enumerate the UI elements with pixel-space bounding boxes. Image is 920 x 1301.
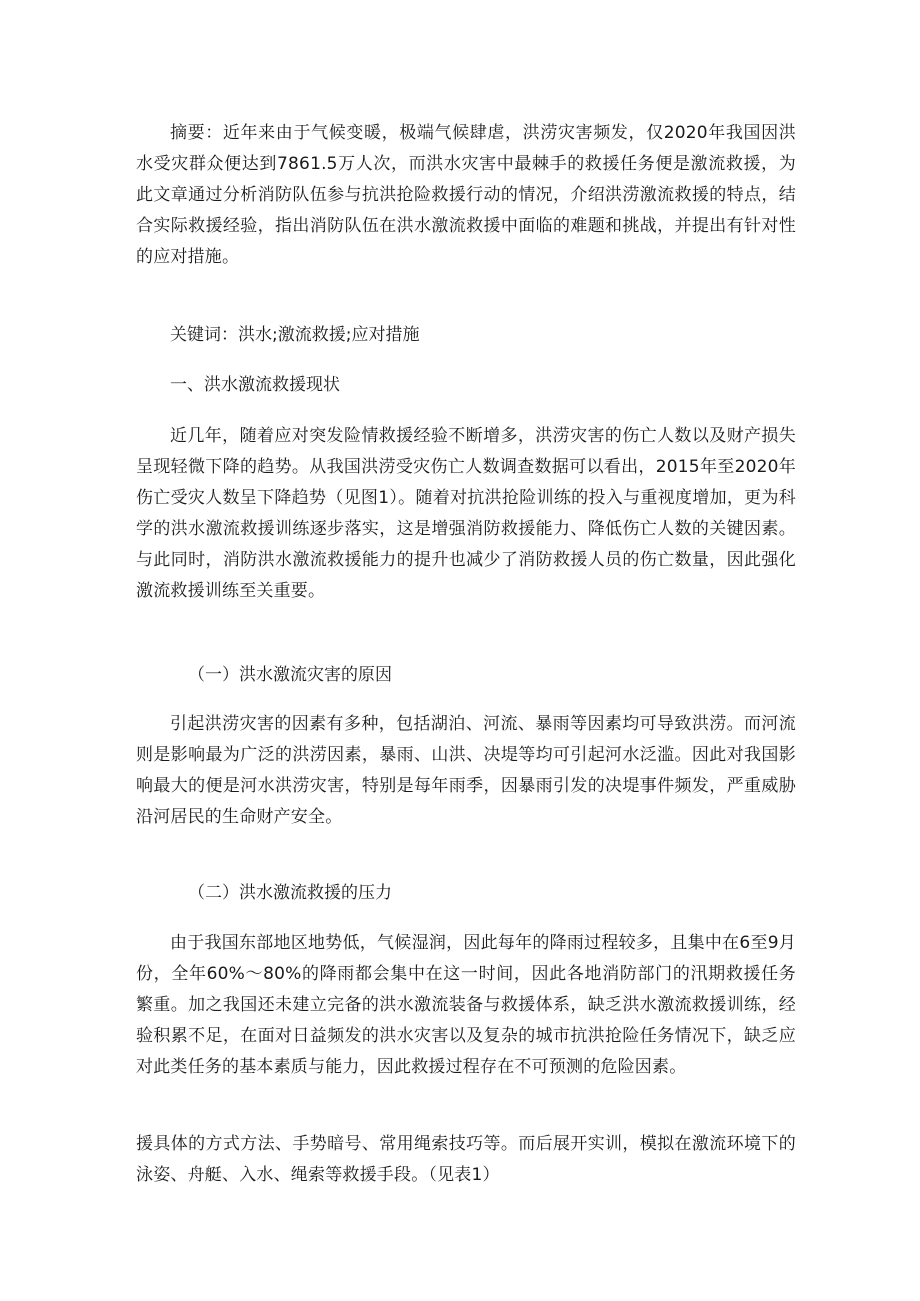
subsection-2-paragraph: 由于我国东部地区地势低，气候湿润，因此每年的降雨过程较多，且集中在6至9月份，全年60%～80%的降雨都会集中在这一时间，因此各地消防部门的汛期救援任务繁重。加之我国还未建立完备的洪水激流装备与救援体系，缺乏洪水激流救援训练，经验积累不足，在面对日益频发的洪水灾害以及复杂的城市抗洪抢险任务情况下，缺乏应对此类任务的基本素质与能力，因此救援过程存在不可预测的危险因素。 [136,933,796,1077]
keywords-line: 关键词：洪水;激流救援;应对措施 [170,325,420,345]
abstract-paragraph: 摘要：近年来由于气候变暖，极端气候肆虐，洪涝灾害频发，仅2020年我国因洪水受灾群众便达到7861.5万人次，而洪水灾害中最棘手的救援任务便是激流救援，为此文章通过分析消防队伍参与抗洪抢险救援行动的情况，介绍洪涝激流救援的特点，结合实际救援经验，指出消防队伍在洪水激流救援中面临的难题和挑战，并提出有针对性的应对措施。 [136,123,796,267]
section-1-paragraph: 近几年，随着应对突发险情救援经验不断增多，洪涝灾害的伤亡人数以及财产损失呈现轻微下降的趋势。从我国洪涝受灾伤亡人数调查数据可以看出，2015年至2020年伤亡受灾人数呈下降趋势（见图1）。随着对抗洪抢险训练的投入与重视度增加，更为科学的洪水激流救援训练逐步落实，这是增强消防救援能力、降低伤亡人数的关键因素。与此同时，消防洪水激流救援能力的提升也减少了消防救援人员的伤亡数量，因此强化激流救援训练至关重要。 [136,426,796,601]
subsection-2-heading: （二）洪水激流救援的压力 [188,883,392,903]
continuation-paragraph: 援具体的方式方法、手势暗号、常用绳索技巧等。而后展开实训，模拟在激流环境下的泳姿、舟艇、入水、绳索等救援手段。（见表1） [136,1134,796,1185]
subsection-1-paragraph: 引起洪涝灾害的因素有多种，包括湖泊、河流、暴雨等因素均可导致洪涝。而河流则是影响最为广泛的洪涝因素，暴雨、山洪、决堤等均可引起河水泛滥。因此对我国影响最大的便是河水洪涝灾害，特别是每年雨季，因暴雨引发的决堤事件频发，严重威胁沿河居民的生命财产安全。 [136,714,796,827]
section-1-heading: 一、洪水激流救援现状 [170,375,340,395]
subsection-1-heading: （一）洪水激流灾害的原因 [188,665,392,685]
